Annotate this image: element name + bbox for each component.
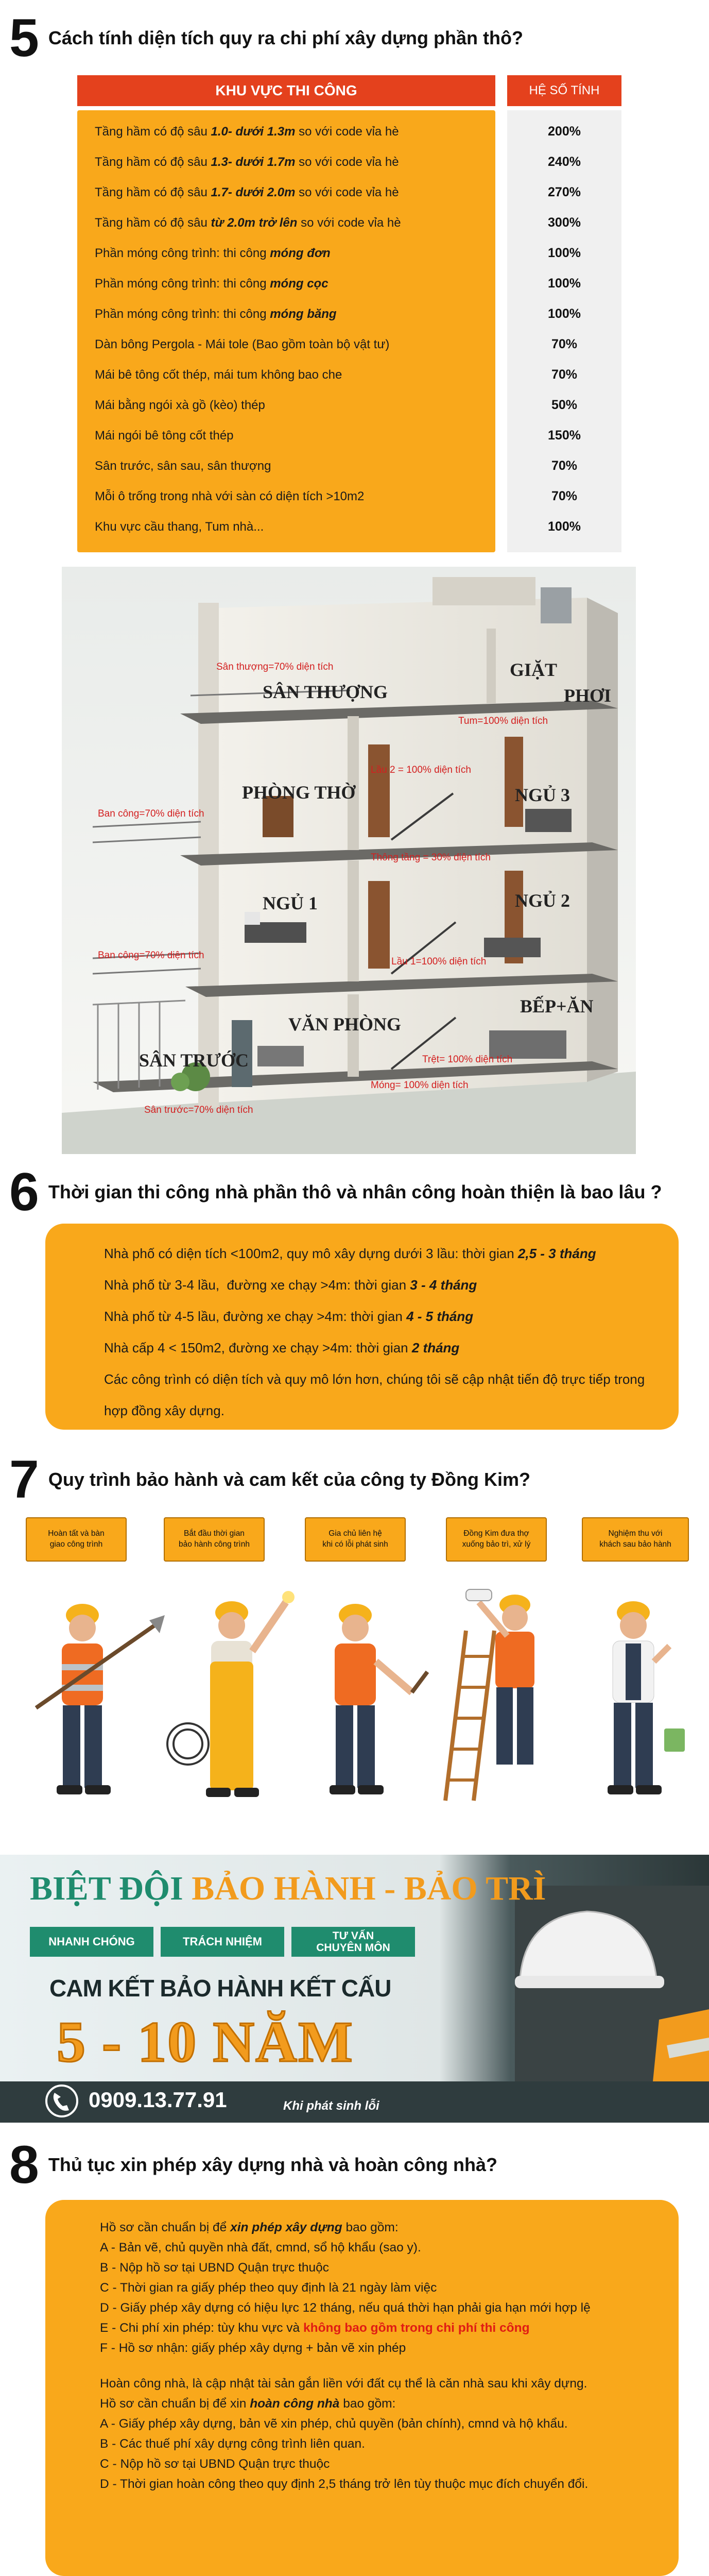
completion-item-b: B - Các thuế phí xây dựng công trình liên quan.	[100, 2436, 365, 2451]
table-header-area: KHU VỰC THI CÔNG	[77, 75, 495, 106]
section-title: Cách tính diện tích quy ra chi phí xây dựng phần thô?	[48, 27, 523, 48]
time-line: Nhà phố có diện tích <100m2, quy mô xây dựng dưới 3 lầu: thời gian 2,5 - 3 tháng	[104, 1246, 596, 1261]
section-number: 7	[9, 1450, 37, 1510]
completion-intro-2: Hồ sơ cần chuẩn bị để xin hoàn công nhà bao gồm:	[100, 2396, 396, 2411]
section-5-header	[9, 8, 523, 68]
completion-item-d: D - Thời gian hoàn công theo quy định 2,5 tháng trở lên tùy thuộc mục đích chuyển đổi.	[100, 2477, 589, 2491]
warranty-step-3: Gia chủ liên hệ khi có lỗi phát sinh	[305, 1517, 406, 1562]
table-row: Mái bê tông cốt thép, mái tum không bao che	[95, 367, 342, 382]
section-title: Thủ tục xin phép xây dựng nhà và hoàn công nhà?	[48, 2154, 497, 2175]
room-ngu-3: NGỦ 3	[515, 785, 570, 805]
coefficient-value: 70%	[551, 337, 578, 351]
worker-electrician-icon	[167, 1591, 295, 1797]
room-san-thuong: SÂN THƯỢNG	[263, 682, 388, 702]
table-row: Sân trước, sân sau, sân thượng	[95, 459, 271, 473]
tag-fast: NHANH CHÓNG	[30, 1927, 153, 1957]
coefficient-value: 270%	[548, 185, 581, 199]
banner-note: Khi phát sinh lỗi	[283, 2099, 379, 2113]
worker-illustrations	[0, 1574, 709, 1816]
worker-painter-ladder-icon	[445, 1589, 534, 1801]
completion-item-c: C - Nộp hồ sơ tại UBND Quận trực thuộc	[100, 2456, 330, 2471]
table-row: Tầng hầm có độ sâu 1.7- dưới 2.0m so với code vỉa hè	[95, 185, 399, 199]
table-row: Phần móng công trình: thi công móng cọc	[95, 276, 328, 291]
label-mong: Móng= 100% diện tích	[371, 1080, 469, 1091]
tag-consulting: TƯ VẤN CHUYÊN MÔN	[291, 1927, 415, 1957]
warranty-step-1: Hoàn tất và bàn giao công trình	[26, 1517, 127, 1562]
room-ngu-2: NGỦ 2	[515, 890, 570, 911]
table-row: Dàn bông Pergola - Mái tole (Bao gồm toàn bộ vật tư)	[95, 337, 390, 351]
label-san-truoc: Sân trước=70% diện tích	[144, 1105, 253, 1115]
tag-responsibility: TRÁCH NHIỆM	[161, 1927, 284, 1957]
time-line: Nhà phố từ 3-4 lầu, đường xe chạy >4m: thời gian 3 - 4 tháng	[104, 1277, 477, 1293]
banner-commitment: CAM KẾT BẢO HÀNH KẾT CẤU	[49, 1975, 391, 2002]
section-8-header	[9, 2135, 497, 2195]
coefficient-value: 200%	[548, 124, 581, 139]
coefficient-value: 100%	[548, 246, 581, 260]
worker-inspector-icon	[608, 1601, 685, 1794]
time-line: Các công trình có diện tích và quy mô lớn hơn, chúng tôi sẽ cập nhật tiến độ trực tiếp trong	[104, 1371, 645, 1387]
construction-time-box	[45, 1224, 679, 1430]
label-lau-2: Lầu 2 = 100% diện tích	[371, 765, 471, 775]
label-tum: Tum=100% diện tích	[458, 716, 548, 726]
permit-item-d: D - Giấy phép xây dựng có hiệu lực 12 tháng, nếu quá thời hạn phải gia hạn mới hợp lệ	[100, 2300, 591, 2315]
label-san-thuong: Sân thượng=70% diện tích	[216, 662, 334, 672]
coefficient-value: 150%	[548, 428, 581, 443]
section-title: Quy trình bảo hành và cam kết của công ty Đồng Kim?	[48, 1469, 530, 1490]
permit-procedure-box	[45, 2200, 679, 2576]
permit-intro: Hồ sơ cần chuẩn bị để xin phép xây dựng bao gồm:	[100, 2220, 399, 2234]
room-van-phong: VĂN PHÒNG	[288, 1014, 401, 1035]
label-ban-cong-2: Ban công=70% diện tích	[98, 950, 204, 961]
room-phong-tho: PHÒNG THỜ	[242, 782, 356, 803]
label-thong-tang: Thông tầng = 30% diện tích	[371, 852, 491, 863]
table-coefficient-column	[507, 110, 621, 552]
room-ngu-1: NGỦ 1	[263, 893, 318, 913]
table-row: Mái ngói bê tông cốt thép	[95, 428, 234, 443]
table-row: Mái bằng ngói xà gồ (kèo) thép	[95, 398, 265, 412]
table-area-column	[77, 110, 495, 552]
coefficient-value: 100%	[548, 307, 581, 321]
room-san-truoc: SÂN TRƯỚC	[139, 1050, 249, 1071]
section-number: 8	[9, 2135, 37, 2195]
coefficient-value: 70%	[551, 489, 578, 503]
house-cutaway-illustration	[62, 567, 636, 1154]
label-ban-cong-1: Ban công=70% diện tích	[98, 808, 204, 819]
coefficient-value: 300%	[548, 215, 581, 230]
permit-item-a: A - Bản vẽ, chủ quyền nhà đất, cmnd, sổ hộ khẩu (sao y).	[100, 2240, 421, 2255]
table-row: Tầng hầm có độ sâu từ 2.0m trở lên so với code vỉa hè	[95, 215, 401, 230]
permit-item-f: F - Hồ sơ nhận: giấy phép xây dựng + bản vẽ xin phép	[100, 2341, 406, 2355]
completion-intro-1: Hoàn công nhà, là cập nhật tài sản gắn liền với đất cụ thể là căn nhà sau khi xây dựng.	[100, 2376, 587, 2391]
label-tret: Trệt= 100% diện tích	[422, 1054, 513, 1065]
section-title: Thời gian thi công nhà phần thô và nhân công hoàn thiện là bao lâu ?	[48, 1181, 662, 1202]
table-row: Tầng hầm có độ sâu 1.3- dưới 1.7m so với code vỉa hè	[95, 155, 399, 169]
room-phoi: PHƠI	[564, 685, 612, 706]
coefficient-value: 100%	[548, 276, 581, 291]
section-7-header	[9, 1450, 530, 1510]
worker-shovel-icon	[36, 1604, 165, 1794]
section-number: 5	[9, 8, 37, 68]
section-number: 6	[9, 1162, 37, 1222]
coefficient-value: 240%	[548, 155, 581, 169]
table-row: Phần móng công trình: thi công móng băng	[95, 307, 337, 321]
banner-years: 5 - 10 NĂM	[57, 2010, 354, 2074]
completion-item-a: A - Giấy phép xây dựng, bản vẽ xin phép, chủ quyền (bản chính), cmnd và hộ khẩu.	[100, 2416, 568, 2431]
house-svg	[62, 567, 636, 1154]
table-row: Khu vực cầu thang, Tum nhà...	[95, 519, 264, 534]
coefficient-value: 100%	[548, 519, 581, 534]
workers-svg	[0, 1574, 709, 1816]
warranty-step-4: Đồng Kim đưa thợ xuống bảo trì, xử lý	[446, 1517, 547, 1562]
warranty-step-5: Nghiệm thu với khách sau bảo hành	[582, 1517, 689, 1562]
table-row: Mỗi ô trống trong nhà với sàn có diện tích >10m2	[95, 489, 365, 503]
room-giat: GIẶT	[510, 659, 558, 680]
warranty-step-2: Bắt đầu thời gian bảo hành công trình	[164, 1517, 265, 1562]
table-row: Tầng hầm có độ sâu 1.0- dưới 1.3m so với code vỉa hè	[95, 124, 399, 139]
table-header-coefficient: HỆ SỐ TÍNH	[507, 75, 621, 106]
section-6-header	[9, 1162, 662, 1222]
banner-phone[interactable]: 0909.13.77.91	[89, 2088, 227, 2112]
worker-hammer-icon	[330, 1604, 427, 1794]
label-lau-1: Lầu 1=100% diện tích	[391, 956, 487, 967]
permit-item-c: C - Thời gian ra giấy phép theo quy định là 21 ngày làm việc	[100, 2280, 437, 2295]
banner-title: BIỆT ĐỘI BẢO HÀNH - BẢO TRÌ	[30, 1870, 546, 1907]
coefficient-value: 50%	[551, 398, 578, 412]
coefficient-value: 70%	[551, 459, 578, 473]
coefficient-value: 70%	[551, 367, 578, 382]
table-row: Phần móng công trình: thi công móng đơn	[95, 246, 331, 260]
room-bep-an: BẾP+ĂN	[520, 996, 594, 1016]
time-line: Nhà phố từ 4-5 lầu, đường xe chạy >4m: thời gian 4 - 5 tháng	[104, 1309, 474, 1324]
time-line: hợp đồng xây dựng.	[104, 1403, 224, 1418]
permit-item-e: E - Chi phí xin phép: tùy khu vực và không bao gồm trong chi phí thi công	[100, 2320, 530, 2335]
time-line: Nhà cấp 4 < 150m2, đường xe chạy >4m: thời gian 2 tháng	[104, 1340, 460, 1355]
warranty-banner	[0, 1855, 709, 2123]
permit-item-b: B - Nộp hồ sơ tại UBND Quận trực thuộc	[100, 2260, 330, 2275]
